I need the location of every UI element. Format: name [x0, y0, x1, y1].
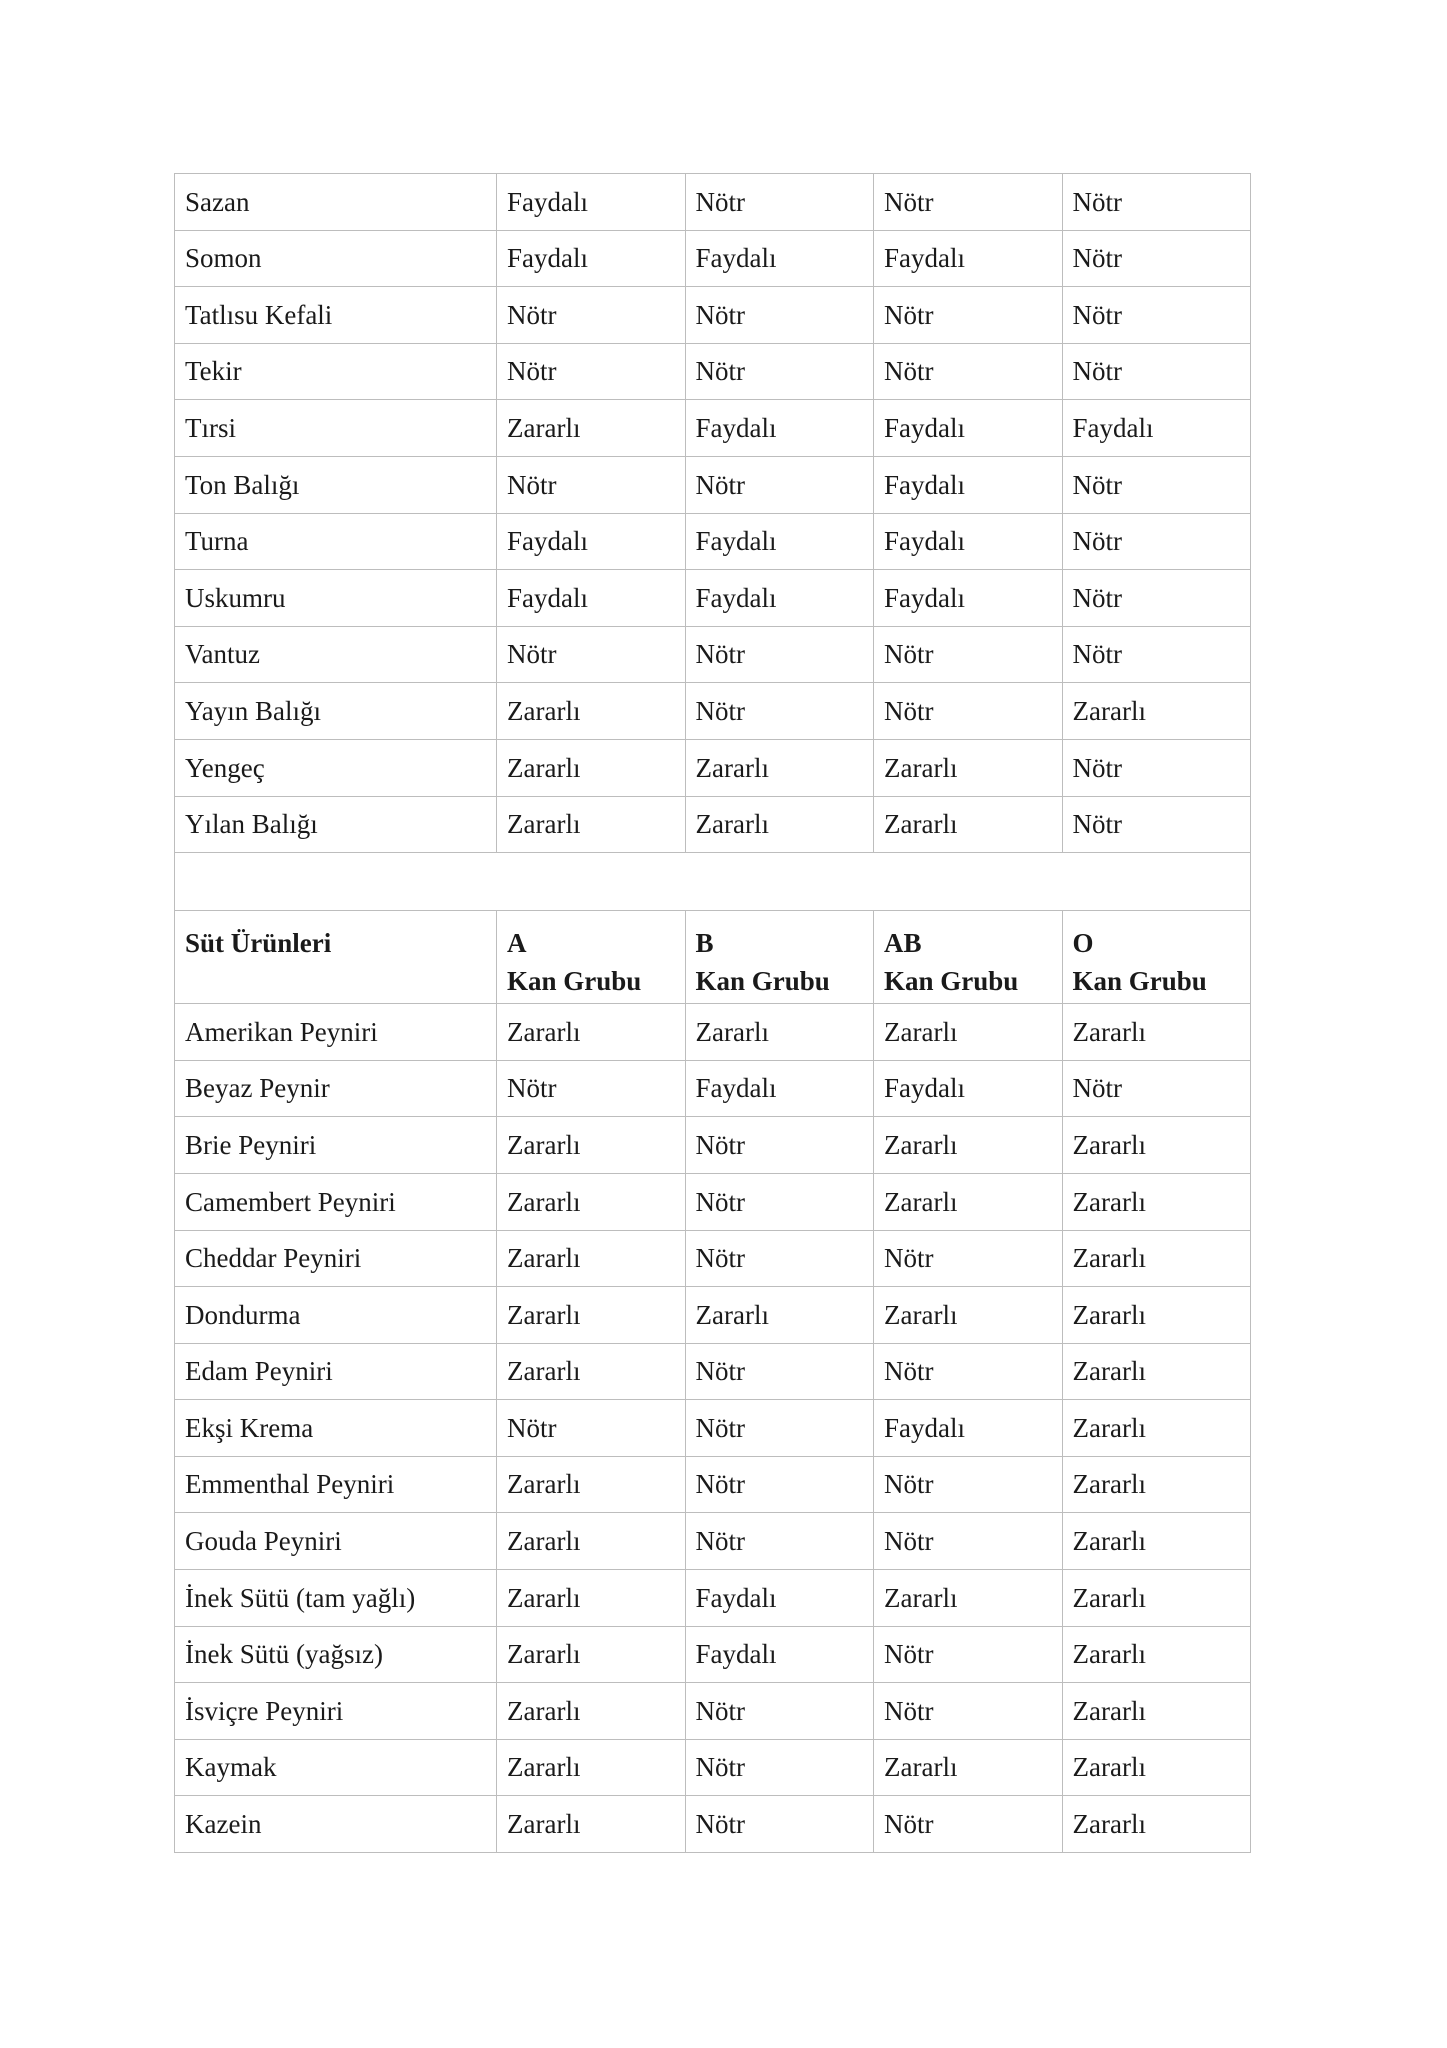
table-row [175, 1626, 1251, 1683]
group-ab-cell: Nötr [874, 1796, 1063, 1853]
table-row [175, 683, 1251, 740]
spacer-row [175, 853, 1251, 911]
section-gap [175, 853, 1251, 911]
group-b-cell: Nötr [685, 1117, 874, 1174]
group-ab-cell: Nötr [874, 1513, 1063, 1570]
group-a-cell: Zararlı [497, 1626, 686, 1683]
table-row [175, 1173, 1251, 1230]
food-name-cell: Edam Peyniri [175, 1343, 497, 1400]
group-o-cell: Nötr [1062, 626, 1251, 683]
group-a-cell: Nötr [497, 287, 686, 344]
group-a-cell: Zararlı [497, 1117, 686, 1174]
group-a-cell: Zararlı [497, 1796, 686, 1853]
group-o-cell: Nötr [1062, 796, 1251, 853]
group-o-cell: Nötr [1062, 513, 1251, 570]
group-o-cell: Zararlı [1062, 1400, 1251, 1457]
group-ab-cell: Faydalı [874, 230, 1063, 287]
food-name-cell: Dondurma [175, 1287, 497, 1344]
group-a-cell: Zararlı [497, 400, 686, 457]
group-a-cell: Zararlı [497, 739, 686, 796]
food-name-cell: Ton Balığı [175, 456, 497, 513]
group-ab-cell: Zararlı [874, 1004, 1063, 1061]
group-o-cell: Zararlı [1062, 1456, 1251, 1513]
group-o-cell: Nötr [1062, 456, 1251, 513]
group-o-cell: Zararlı [1062, 1796, 1251, 1853]
food-name-cell: Brie Peyniri [175, 1117, 497, 1174]
group-ab-cell: Faydalı [874, 400, 1063, 457]
group-o-cell: Nötr [1062, 1060, 1251, 1117]
group-ab-cell: Nötr [874, 626, 1063, 683]
dairy-header-row [175, 911, 1251, 1004]
dairy-section [175, 1004, 1251, 1853]
table-row [175, 796, 1251, 853]
group-b-cell: Nötr [685, 683, 874, 740]
group-o-cell: Zararlı [1062, 683, 1251, 740]
group-a-cell: Zararlı [497, 1230, 686, 1287]
group-b-cell: Nötr [685, 1513, 874, 1570]
group-o-cell: Zararlı [1062, 1230, 1251, 1287]
group-ab-cell: Nötr [874, 1626, 1063, 1683]
table-row [175, 230, 1251, 287]
group-b-cell: Faydalı [685, 1060, 874, 1117]
group-o-cell: Zararlı [1062, 1173, 1251, 1230]
food-name-cell: Beyaz Peynir [175, 1060, 497, 1117]
food-name-cell: Tatlısu Kefali [175, 287, 497, 344]
group-b-cell: Nötr [685, 174, 874, 231]
food-name-cell: Sazan [175, 174, 497, 231]
group-a-cell: Zararlı [497, 683, 686, 740]
group-ab-cell: Zararlı [874, 1570, 1063, 1627]
group-b-cell: Nötr [685, 1230, 874, 1287]
group-ab-cell: Faydalı [874, 570, 1063, 627]
group-a-cell: Zararlı [497, 1287, 686, 1344]
group-a-cell: Faydalı [497, 513, 686, 570]
food-name-cell: Tekir [175, 343, 497, 400]
fish-section [175, 174, 1251, 853]
food-name-cell: İnek Sütü (tam yağlı) [175, 1570, 497, 1627]
group-o-cell: Zararlı [1062, 1739, 1251, 1796]
table-row [175, 400, 1251, 457]
food-name-cell: Turna [175, 513, 497, 570]
group-a-cell: Faydalı [497, 174, 686, 231]
header-group-label: Kan Grubu [695, 966, 830, 997]
group-ab-cell: Faydalı [874, 1400, 1063, 1457]
group-o-cell: Nötr [1062, 174, 1251, 231]
table-row [175, 343, 1251, 400]
spacer-cell [175, 853, 1251, 911]
group-o-cell: Nötr [1062, 343, 1251, 400]
group-b-cell: Zararlı [685, 1287, 874, 1344]
food-name-cell: İsviçre Peyniri [175, 1683, 497, 1740]
header-blood-group-o [1062, 911, 1251, 1004]
blood-type-food-table [174, 173, 1251, 1853]
group-b-cell: Faydalı [685, 230, 874, 287]
table-row [175, 174, 1251, 231]
group-b-cell: Faydalı [685, 513, 874, 570]
dairy-category-header: Süt Ürünleri [175, 911, 497, 1004]
group-b-cell: Nötr [685, 1456, 874, 1513]
group-ab-cell: Faydalı [874, 1060, 1063, 1117]
group-a-cell: Zararlı [497, 1173, 686, 1230]
header-blood-group-b [685, 911, 874, 1004]
table-row [175, 1513, 1251, 1570]
group-o-cell: Faydalı [1062, 400, 1251, 457]
table-row [175, 570, 1251, 627]
food-name-cell: Tırsi [175, 400, 497, 457]
dairy-header-section [175, 911, 1251, 1004]
food-name-cell: Emmenthal Peyniri [175, 1456, 497, 1513]
table-row [175, 1683, 1251, 1740]
group-b-cell: Nötr [685, 1400, 874, 1457]
group-a-cell: Nötr [497, 1400, 686, 1457]
food-name-cell: Camembert Peyniri [175, 1173, 497, 1230]
group-ab-cell: Nötr [874, 1683, 1063, 1740]
food-name-cell: Somon [175, 230, 497, 287]
group-ab-cell: Zararlı [874, 1173, 1063, 1230]
group-a-cell: Zararlı [497, 1739, 686, 1796]
group-a-cell: Zararlı [497, 1513, 686, 1570]
group-a-cell: Zararlı [497, 1570, 686, 1627]
group-b-cell: Faydalı [685, 400, 874, 457]
table-row [175, 1400, 1251, 1457]
table-row [175, 1570, 1251, 1627]
table-row [175, 1739, 1251, 1796]
table-row [175, 1287, 1251, 1344]
table-row [175, 287, 1251, 344]
table-row [175, 1230, 1251, 1287]
table-row [175, 1004, 1251, 1061]
group-ab-cell: Nötr [874, 1343, 1063, 1400]
header-blood-group-ab [874, 911, 1063, 1004]
group-o-cell: Zararlı [1062, 1117, 1251, 1174]
group-ab-cell: Zararlı [874, 739, 1063, 796]
header-group-label: Kan Grubu [507, 966, 642, 997]
group-a-cell: Nötr [497, 343, 686, 400]
group-b-cell: Zararlı [685, 1004, 874, 1061]
group-ab-cell: Nötr [874, 343, 1063, 400]
group-b-cell: Nötr [685, 1683, 874, 1740]
food-name-cell: İnek Sütü (yağsız) [175, 1626, 497, 1683]
table-row [175, 1796, 1251, 1853]
group-b-cell: Faydalı [685, 1626, 874, 1683]
group-ab-cell: Nötr [874, 174, 1063, 231]
table-row [175, 1456, 1251, 1513]
table-row [175, 1117, 1251, 1174]
group-o-cell: Zararlı [1062, 1570, 1251, 1627]
group-a-cell: Zararlı [497, 1456, 686, 1513]
group-o-cell: Nötr [1062, 739, 1251, 796]
food-name-cell: Amerikan Peyniri [175, 1004, 497, 1061]
group-a-cell: Faydalı [497, 230, 686, 287]
group-ab-cell: Nötr [874, 1230, 1063, 1287]
group-b-cell: Nötr [685, 456, 874, 513]
table-row [175, 513, 1251, 570]
food-name-cell: Yılan Balığı [175, 796, 497, 853]
group-b-cell: Zararlı [685, 739, 874, 796]
group-a-cell: Nötr [497, 1060, 686, 1117]
group-b-cell: Faydalı [685, 1570, 874, 1627]
group-a-cell: Nötr [497, 626, 686, 683]
food-name-cell: Cheddar Peyniri [175, 1230, 497, 1287]
group-ab-cell: Nötr [874, 683, 1063, 740]
group-ab-cell: Zararlı [874, 796, 1063, 853]
group-o-cell: Zararlı [1062, 1683, 1251, 1740]
group-a-cell: Faydalı [497, 570, 686, 627]
group-o-cell: Zararlı [1062, 1513, 1251, 1570]
table-row [175, 626, 1251, 683]
group-a-cell: Zararlı [497, 1683, 686, 1740]
group-o-cell: Zararlı [1062, 1626, 1251, 1683]
food-name-cell: Gouda Peyniri [175, 1513, 497, 1570]
food-name-cell: Ekşi Krema [175, 1400, 497, 1457]
group-o-cell: Nötr [1062, 230, 1251, 287]
group-a-cell: Nötr [497, 456, 686, 513]
header-group-label: Kan Grubu [1072, 966, 1207, 997]
group-b-cell: Nötr [685, 1796, 874, 1853]
group-ab-cell: Faydalı [874, 456, 1063, 513]
food-name-cell: Vantuz [175, 626, 497, 683]
header-group-letter: A [507, 928, 527, 959]
group-ab-cell: Nötr [874, 287, 1063, 344]
group-b-cell: Nötr [685, 287, 874, 344]
food-name-cell: Yayın Balığı [175, 683, 497, 740]
group-b-cell: Nötr [685, 626, 874, 683]
table-row [175, 456, 1251, 513]
group-a-cell: Zararlı [497, 796, 686, 853]
group-ab-cell: Zararlı [874, 1739, 1063, 1796]
group-o-cell: Nötr [1062, 570, 1251, 627]
table-row [175, 739, 1251, 796]
header-group-letter: O [1072, 928, 1094, 959]
group-o-cell: Nötr [1062, 287, 1251, 344]
food-name-cell: Kaymak [175, 1739, 497, 1796]
group-ab-cell: Zararlı [874, 1117, 1063, 1174]
group-ab-cell: Zararlı [874, 1287, 1063, 1344]
group-o-cell: Zararlı [1062, 1287, 1251, 1344]
header-group-label: Kan Grubu [884, 966, 1019, 997]
header-blood-group-a [497, 911, 686, 1004]
group-b-cell: Nötr [685, 343, 874, 400]
food-name-cell: Yengeç [175, 739, 497, 796]
table-row [175, 1343, 1251, 1400]
group-b-cell: Faydalı [685, 570, 874, 627]
group-o-cell: Zararlı [1062, 1343, 1251, 1400]
group-a-cell: Zararlı [497, 1343, 686, 1400]
group-ab-cell: Faydalı [874, 513, 1063, 570]
group-b-cell: Nötr [685, 1173, 874, 1230]
header-group-letter: B [695, 928, 714, 959]
group-b-cell: Nötr [685, 1739, 874, 1796]
group-b-cell: Zararlı [685, 796, 874, 853]
food-name-cell: Uskumru [175, 570, 497, 627]
group-ab-cell: Nötr [874, 1456, 1063, 1513]
header-group-letter: AB [884, 928, 922, 959]
table-row [175, 1060, 1251, 1117]
group-b-cell: Nötr [685, 1343, 874, 1400]
group-o-cell: Zararlı [1062, 1004, 1251, 1061]
food-name-cell: Kazein [175, 1796, 497, 1853]
group-a-cell: Zararlı [497, 1004, 686, 1061]
